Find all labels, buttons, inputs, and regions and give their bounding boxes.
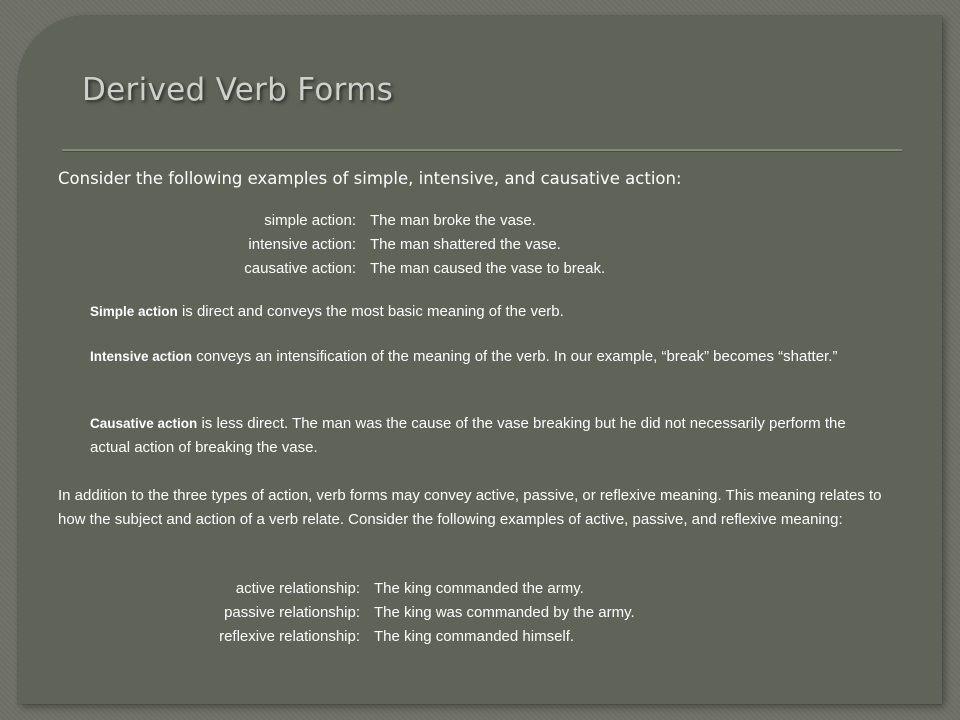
example-sentence: The man broke the vase. — [370, 211, 536, 229]
example-term: passive relationship: — [224, 603, 360, 621]
example-term: reflexive relationship: — [219, 627, 360, 645]
example-term: simple action: — [264, 211, 356, 229]
definition-term: Intensive action — [90, 349, 193, 364]
action-examples-table — [200, 208, 605, 280]
definition-causative — [90, 412, 880, 460]
relationship-example-row — [170, 576, 635, 600]
example-sentence: The man shattered the vase. — [370, 235, 561, 253]
definition-text: is direct and conveys the most basic meaning of the verb. — [177, 303, 564, 320]
example-term: intensive action: — [248, 235, 356, 253]
action-example-row — [200, 208, 605, 232]
example-sentence: The king commanded himself. — [374, 627, 575, 645]
example-sentence: The king commanded the army. — [374, 579, 584, 597]
example-sentence: The king was commanded by the army. — [374, 603, 635, 621]
definition-text: conveys an intensification of the meaning of the verb. In our example, “break” becomes “shatter.” — [192, 348, 838, 365]
definition-text: is less direct. The man was the cause of the vase breaking but he did not necessarily perform the actual action of breaking the vase. — [90, 415, 846, 456]
definition-simple — [90, 300, 880, 324]
slide-title: Derived Verb Forms — [82, 72, 394, 108]
action-example-row — [200, 232, 605, 256]
definition-term: Causative action — [90, 416, 198, 431]
definition-intensive — [90, 345, 880, 369]
relationship-example-row — [170, 600, 635, 624]
title-divider — [62, 149, 902, 152]
definition-term: Simple action — [90, 304, 178, 319]
relationship-examples-table — [170, 576, 635, 648]
intro-text: Consider the following examples of simple, intensive, and causative action: — [58, 169, 682, 188]
example-term: causative action: — [244, 259, 356, 277]
action-example-row — [200, 256, 605, 280]
example-sentence: The man caused the vase to break. — [370, 259, 606, 277]
relationship-paragraph: In addition to the three types of action, verb forms may convey active, passive, or reflexive meaning. This meaning relates to how the subject and action of a verb relate. Consider the following examples of active, passive, and reflexive meaning: — [58, 487, 882, 528]
relationship-example-row — [170, 624, 635, 648]
example-term: active relationship: — [235, 579, 360, 597]
